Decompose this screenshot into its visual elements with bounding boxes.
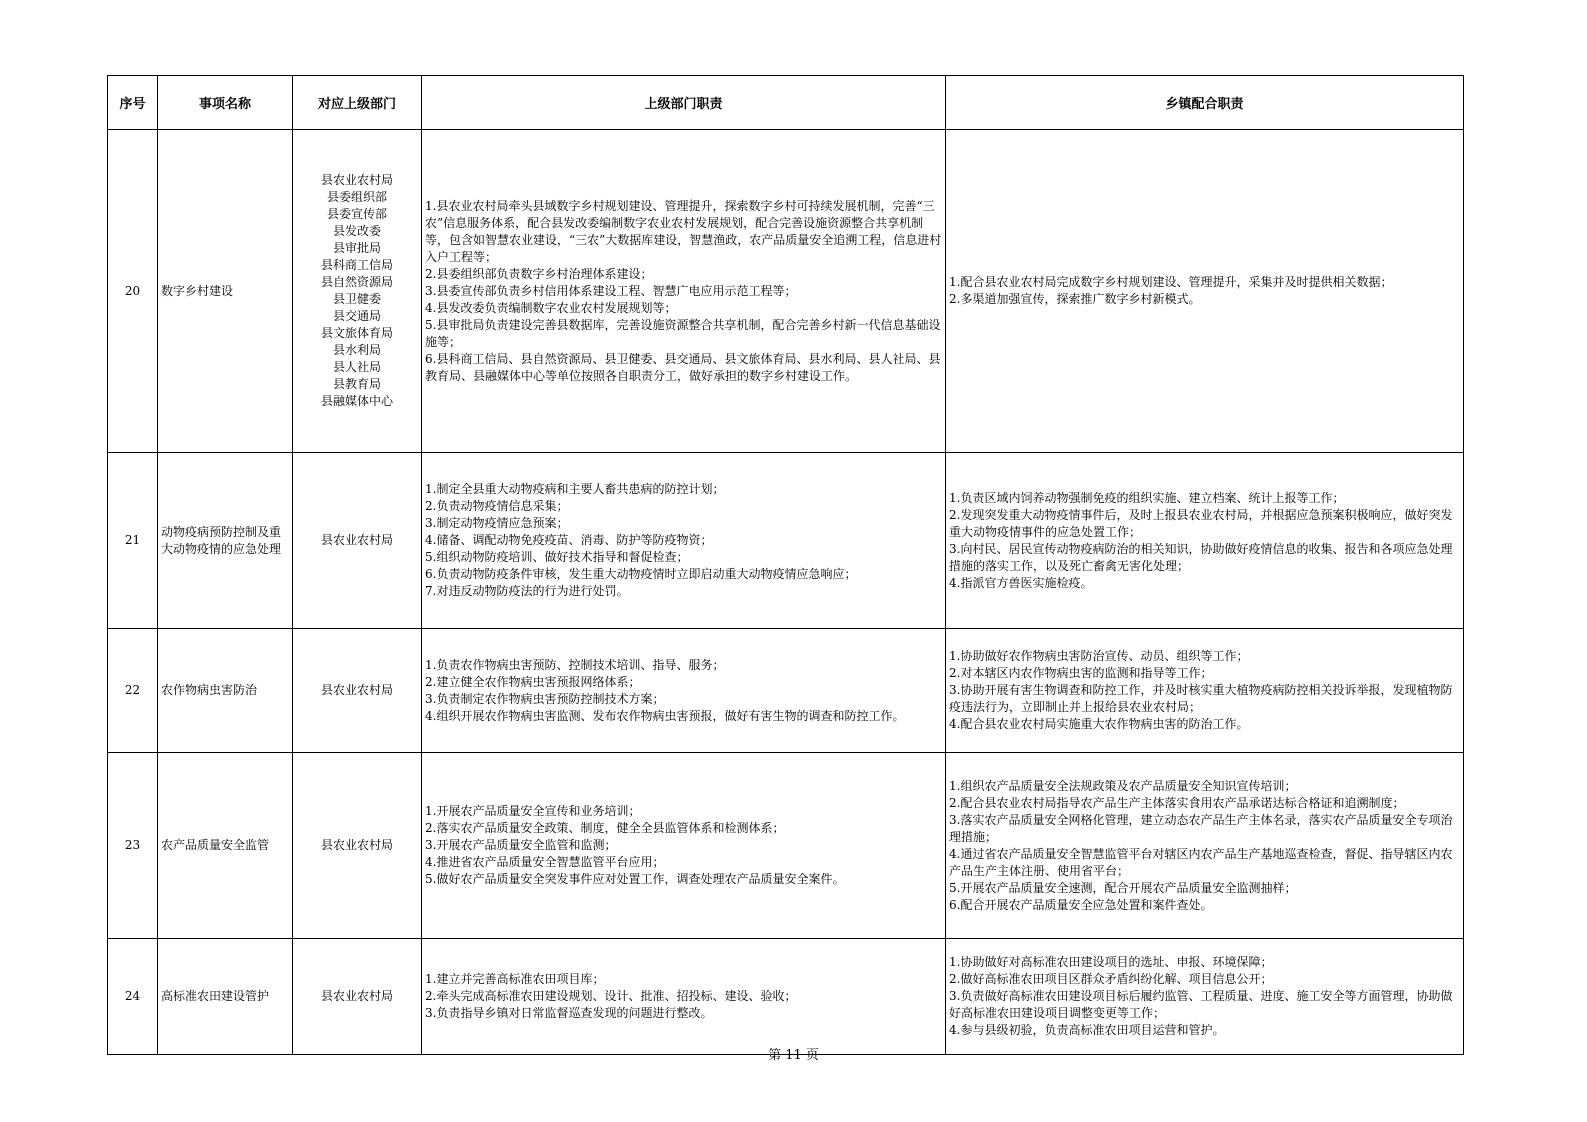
table-row (108, 939, 1464, 1055)
duty-table (107, 75, 1464, 1055)
duty-line: 1.组织农产品质量安全法规政策及农产品质量安全知识宣传培训； (949, 778, 1297, 793)
duty-line: 4.县发改委负责编制数字农业农村发展规划等； (425, 300, 677, 315)
row-index: 21 (108, 453, 158, 629)
duty-line: 1.县农业农村局牵头县域数字乡村规划建设、管理提升，探索数字乡村可持续发展机制，完善“三农”信息服务体系，配合县发改委编制数字农业农村发展规划，配合完善设施资源整合共享机制等，包含如智慧农业建设，“三农”大数据库建设，智慧渔政，农产品质量安全追溯工程，信息进村入户工程等； (425, 198, 942, 264)
upper-duties-cell (422, 753, 946, 939)
table-row (108, 130, 1464, 453)
table-row (108, 453, 1464, 629)
duty-line: 2.多渠道加强宣传，探索推广数字乡村新模式。 (949, 292, 1201, 306)
header-item-name: 事项名称 (158, 76, 293, 130)
row-index: 24 (108, 939, 158, 1055)
duty-line: 4.通过省农产品质量安全智慧监管平台对辖区内农产品生产基地巡查检查，督促、指导辖区内农产品生产主体注册、使用省平台； (949, 846, 1453, 878)
dept-name: 县水利局 (332, 343, 381, 357)
upper-duties-cell (422, 629, 946, 753)
duty-line: 5.做好农产品质量安全突发事件应对处置工作，调查处理农产品质量安全案件。 (425, 872, 845, 886)
dept-name: 县交通局 (332, 309, 381, 323)
duty-line: 2.负责动物疫情信息采集； (425, 499, 569, 513)
upper-dept-cell (293, 130, 422, 453)
duty-line: 4.储备、调配动物免疫疫苗、消毒、防护等防疫物资； (425, 533, 713, 547)
duty-line: 3.开展农产品质量安全监管和监测； (425, 838, 617, 852)
duty-line: 1.负责区域内饲养动物强制免疫的组织实施、建立档案、统计上报等工作； (949, 490, 1345, 505)
dept-name: 县农业农村局 (320, 838, 393, 852)
dept-name: 县科商工信局 (320, 258, 393, 272)
duty-line: 6.县科商工信局、县自然资源局、县卫健委、县交通局、县文旅体育局、县水利局、县人社局、县教育局、县融媒体中心等单位按照各自职责分工，做好承担的数字乡村建设工作。 (425, 351, 941, 383)
dept-name: 县委组织部 (326, 190, 387, 204)
duty-line: 2.牵头完成高标准农田建设规划、设计、批准、招投标、建设、验收； (425, 989, 797, 1003)
table-row (108, 629, 1464, 753)
duty-line: 1.协助做好对高标准农田建设项目的选址、申报、环境保障； (949, 955, 1273, 969)
row-index: 22 (108, 629, 158, 753)
duty-line: 5.开展农产品质量安全速测，配合开展农产品质量安全监测抽样； (949, 880, 1297, 895)
table-row (108, 753, 1464, 939)
dept-name: 县人社局 (332, 360, 381, 374)
item-name: 农产品质量安全监管 (158, 753, 293, 939)
header-upper-dept: 对应上级部门 (293, 76, 422, 130)
dept-name: 县融媒体中心 (320, 394, 393, 408)
item-name: 动物疫病预防控制及重大动物疫情的应急处理 (158, 453, 293, 629)
duty-line: 5.县审批局负责建设完善县数据库，完善设施资源整合共享机制，配合完善乡村新一代信息基础设施等； (425, 317, 941, 349)
duty-line: 4.配合县农业农村局实施重大农作物病虫害的防治工作。 (949, 717, 1249, 731)
duty-line: 3.负责做好高标准农田建设项目标后履约监管、工程质量、进度、施工安全等方面管理，协助做好高标准农田建设项目调整变更等工作； (949, 989, 1453, 1020)
dept-name: 县农业农村局 (320, 683, 393, 697)
duty-line: 1.建立并完善高标准农田项目库； (425, 972, 605, 986)
duty-line: 7.对违反动物防疫法的行为进行处罚。 (425, 584, 629, 598)
town-duties-cell (946, 939, 1464, 1055)
duty-line: 3.负责制定农作物病虫害预防控制技术方案； (425, 691, 665, 706)
dept-name: 县农业农村局 (320, 173, 393, 187)
town-duties-cell (946, 453, 1464, 629)
row-index: 23 (108, 753, 158, 939)
upper-dept-cell (293, 939, 422, 1055)
dept-name: 县农业农村局 (320, 989, 393, 1003)
duty-line: 3.负责指导乡镇对日常监督巡查发现的问题进行整改。 (425, 1006, 713, 1020)
upper-duties-cell (422, 130, 946, 453)
item-name: 高标准农田建设管护 (158, 939, 293, 1055)
duty-line: 2.发现突发重大动物疫情事件后，及时上报县农业农村局，并根据应急预案积极响应，做好突发重大动物疫情事件的应急处置工作； (949, 507, 1453, 539)
duty-line: 2.县委组织部负责数字乡村治理体系建设； (425, 266, 653, 281)
dept-name: 县委宣传部 (326, 207, 387, 221)
duty-line: 3.向村民、居民宣传动物疫病防治的相关知识，协助做好疫情信息的收集、报告和各项应急处理措施的落实工作，以及死亡畜禽无害化处理； (949, 541, 1453, 573)
duty-line: 2.对本辖区内农作物病虫害的监测和指导等工作； (949, 666, 1213, 680)
dept-name: 县农业农村局 (320, 533, 393, 547)
duty-line: 3.制定动物疫情应急预案； (425, 516, 569, 530)
town-duties-cell (946, 130, 1464, 453)
upper-duties-cell (422, 453, 946, 629)
duty-line: 6.配合开展农产品质量安全应急处置和案件查处。 (949, 897, 1213, 912)
dept-name: 县发改委 (332, 224, 381, 238)
item-name: 农作物病虫害防治 (158, 629, 293, 753)
duty-line: 3.落实农产品质量安全网格化管理，建立动态农产品生产主体名录，落实农产品质量安全专项治理措施； (949, 812, 1453, 844)
duty-line: 2.建立健全农作物病虫害预报网络体系； (425, 674, 641, 689)
duty-line: 1.协助做好农作物病虫害防治宣传、动员、组织等工作； (949, 649, 1249, 663)
duty-line: 1.开展农产品质量安全宣传和业务培训； (425, 804, 641, 818)
header-index: 序号 (108, 76, 158, 130)
duty-line: 3.协助开展有害生物调查和防控工作，并及时核实重大植物疫病防控相关投诉举报，发现植物防疫违法行为，立即制止并上报给县农业农村局； (949, 683, 1453, 714)
page-number: 第 11 页 (768, 1048, 819, 1063)
upper-duties-cell (422, 939, 946, 1055)
duty-line: 1.制定全县重大动物疫病和主要人畜共患病的防控计划； (425, 482, 725, 496)
dept-name: 县教育局 (332, 377, 381, 391)
item-name: 数字乡村建设 (158, 130, 293, 453)
duty-line: 2.落实农产品质量安全政策、制度，健全全县监管体系和检测体系； (425, 821, 785, 835)
duty-line: 4.推进省农产品质量安全智慧监管平台应用； (425, 855, 665, 869)
header-row (108, 76, 1464, 130)
town-duties-cell (946, 629, 1464, 753)
header-town-duties: 乡镇配合职责 (946, 76, 1464, 130)
upper-dept-cell (293, 629, 422, 753)
duty-line: 1.负责农作物病虫害预防、控制技术培训、指导、服务； (425, 657, 725, 672)
duty-line: 4.组织开展农作物病虫害监测、发布农作物病虫害预报，做好有害生物的调查和防控工作。 (425, 708, 905, 723)
duty-line: 3.县委宣传部负责乡村信用体系建设工程、智慧广电应用示范工程等； (425, 283, 797, 298)
dept-name: 县卫健委 (332, 292, 381, 306)
duty-line: 2.配合县农业农村局指导农产品生产主体落实食用农产品承诺达标合格证和追溯制度； (949, 795, 1405, 810)
duty-line: 2.做好高标准农田项目区群众矛盾纠纷化解、项目信息公开； (949, 972, 1273, 986)
upper-dept-cell (293, 453, 422, 629)
upper-dept-cell (293, 753, 422, 939)
dept-name: 县文旅体育局 (320, 326, 393, 340)
town-duties-cell (946, 753, 1464, 939)
duty-line: 4.参与县级初验，负责高标准农田项目运营和管护。 (949, 1023, 1225, 1037)
row-index: 20 (108, 130, 158, 453)
header-upper-duties: 上级部门职责 (422, 76, 946, 130)
duty-line: 1.配合县农业农村局完成数字乡村规划建设、管理提升，采集并及时提供相关数据； (949, 275, 1393, 289)
duty-line: 4.指派官方兽医实施检疫。 (949, 575, 1093, 590)
dept-name: 县审批局 (332, 241, 381, 255)
duty-line: 5.组织动物防疫培训、做好技术指导和督促检查； (425, 550, 689, 564)
duty-line: 6.负责动物防疫条件审核，发生重大动物疫情时立即启动重大动物疫情应急响应； (425, 567, 857, 581)
dept-name: 县自然资源局 (320, 275, 393, 289)
